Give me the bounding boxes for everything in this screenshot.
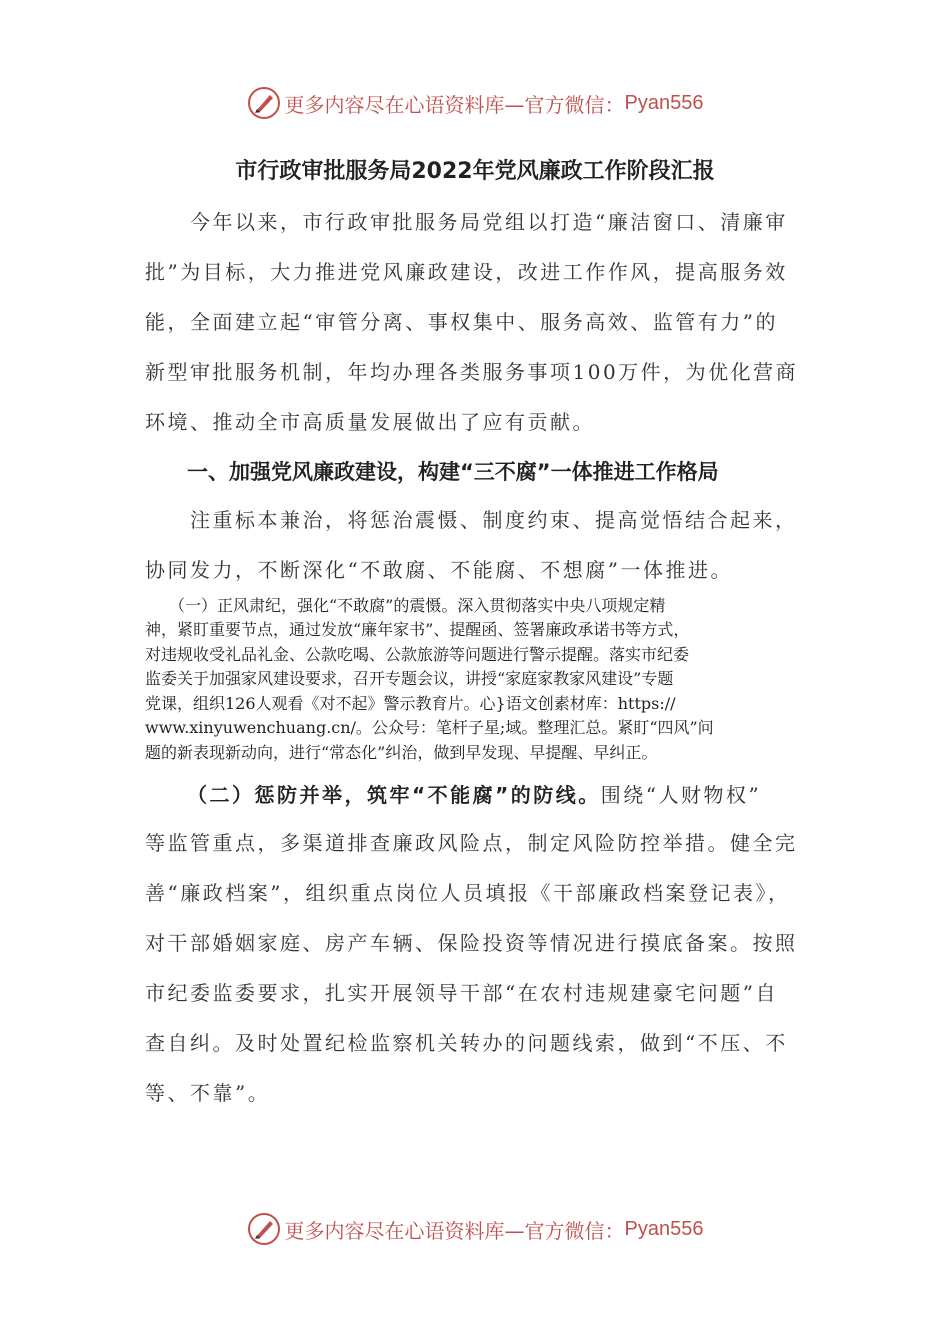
banner-wechat-id: Pyan556 xyxy=(624,91,704,114)
section-1-heading: 一、加强党风廉政建设，构建“三不腐”一体推进工作格局 xyxy=(187,460,719,484)
item-2-lead-rest: 围绕“人财物权” xyxy=(600,783,762,807)
document-title: 市行政审批服务局2022年党风廉政工作阶段汇报 xyxy=(235,159,715,184)
intro-line: 能，全面建立起“审管分离、事权集中、服务高效、监管有力”的 xyxy=(145,310,778,334)
quill-pen-logo-icon xyxy=(247,1212,281,1246)
section-1-line: 注重标本兼治，将惩治震慑、制度约束、提高觉悟结合起来， xyxy=(145,508,798,532)
banner-text: 更多内容尽在心语资料库—官方微信： xyxy=(284,92,625,117)
banner-text: 更多内容尽在心语资料库—官方微信： xyxy=(284,1218,625,1243)
intro-line: 新型审批服务机制，年均办理各类服务事项100万件，为优化营商 xyxy=(145,360,799,384)
item-2-lead: （二）惩防并举，筑牢“不能腐”的防线。 xyxy=(187,783,601,807)
footer-watermark-banner xyxy=(0,1212,950,1246)
banner-wechat-id: Pyan556 xyxy=(624,1217,704,1240)
item-2-line: 对干部婚姻家庭、房产车辆、保险投资等情况进行摸底备案。按照 xyxy=(145,931,798,955)
intro-line: 今年以来，市行政审批服务局党组以打造“廉洁窗口、清廉审 xyxy=(145,210,788,234)
item-2-line: 善“廉政档案”，组织重点岗位人员填报《干部廉政档案登记表》， xyxy=(145,881,791,905)
item-1-line: 神，紧盯重要节点，通过发放“廉年家书”、提醒函、签署廉政承诺书等方式， xyxy=(145,620,690,639)
intro-line: 环境、推动全市高质量发展做出了应有贡献。 xyxy=(145,410,595,434)
item-1-line: www.xinyuwenchuang.cn/。公众号：笔杆子星;域。整理汇总。紧盯“四风”问 xyxy=(145,718,714,737)
section-1-line: 协同发力，不断深化“不敢腐、不能腐、不想腐”一体推进。 xyxy=(145,558,733,582)
item-2-line: 等、不靠”。 xyxy=(145,1081,271,1105)
quill-pen-logo-icon xyxy=(247,86,281,120)
header-watermark-banner xyxy=(0,86,950,120)
item-1-line: 题的新表现新动向，进行“常态化”纠治，做到早发现、早提醒、早纠正。 xyxy=(145,743,658,762)
item-2-line: 查自纠。及时处置纪检监察机关转办的问题线索，做到“不压、不 xyxy=(145,1031,788,1055)
item-2-line: 等监管重点，多渠道排查廉政风险点，制定风险防控举措。健全完 xyxy=(145,831,798,855)
item-1-line: 对违规收受礼品礼金、公款吃喝、公款旅游等问题进行警示提醒。落实市纪委 xyxy=(145,645,690,664)
item-1-line: （一）正风肃纪，强化“不敢腐”的震慑。深入贯彻落实中央八项规定精 xyxy=(145,596,666,615)
item-1-line: 监委关于加强家风建设要求，召开专题会议，讲授“家庭家教家风建设”专题 xyxy=(145,669,674,688)
item-2-line: 市纪委监委要求，扎实开展领导干部“在农村违规建豪宅问题”自 xyxy=(145,981,778,1005)
item-1-line: 党课，组织126人观看《对不起》警示教育片。心}语文创素材库：https:// xyxy=(145,694,676,713)
intro-line: 批”为目标，大力推进党风廉政建设，改进工作作风，提高服务效 xyxy=(145,260,788,284)
item-2-first-line xyxy=(145,770,810,820)
